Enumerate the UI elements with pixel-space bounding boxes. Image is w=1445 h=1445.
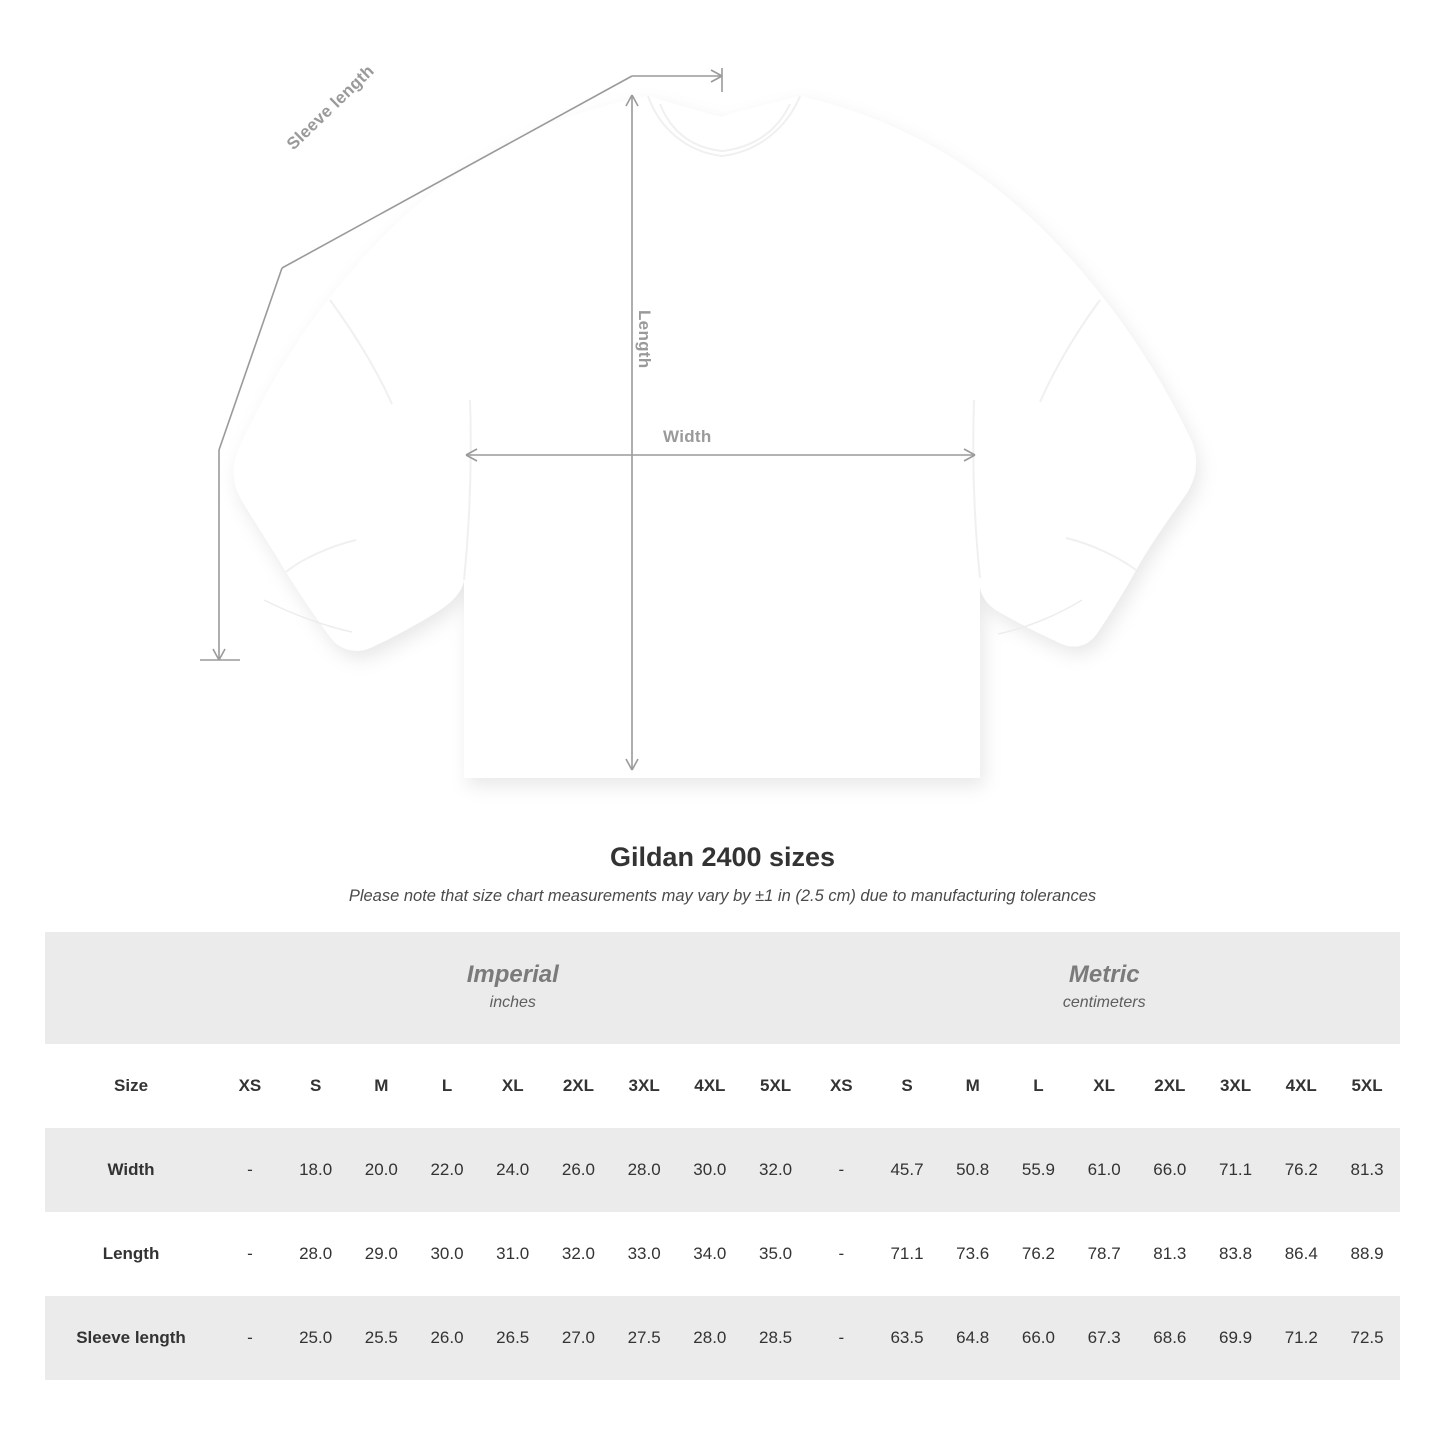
cell-length-14: 81.3 [1137,1212,1203,1296]
cell-width-7: 30.0 [677,1128,743,1212]
col-header-m-imperial: M [348,1044,414,1128]
cell-sleeve-0: - [217,1296,283,1380]
cell-sleeve-11: 64.8 [940,1296,1006,1380]
cell-width-3: 22.0 [414,1128,480,1212]
tolerance-note: Please note that size chart measurements may vary by ±1 in (2.5 cm) due to manufacturing tolerances [348,887,1097,905]
title-block [0,842,1445,906]
col-header-3xl-metric: 3XL [1203,1044,1269,1128]
col-header-4xl-metric: 4XL [1268,1044,1334,1128]
length-dimension-label: Length [635,310,654,369]
cell-sleeve-10: 63.5 [874,1296,940,1380]
cell-width-16: 76.2 [1268,1128,1334,1212]
page-title: Gildan 2400 sizes [609,842,836,872]
cell-sleeve-6: 27.5 [611,1296,677,1380]
unit-metric-sub: centimeters [1062,994,1146,1012]
col-header-s-metric: S [874,1044,940,1128]
cell-length-16: 86.4 [1268,1212,1334,1296]
size-header-row [45,1044,1400,1128]
cell-sleeve-17: 72.5 [1334,1296,1400,1380]
cell-width-10: 45.7 [874,1128,940,1212]
cell-width-11: 50.8 [940,1128,1006,1212]
table-row [45,1128,1400,1212]
cell-length-5: 32.0 [546,1212,612,1296]
col-header-5xl-metric: 5XL [1334,1044,1400,1128]
cell-sleeve-1: 25.0 [283,1296,349,1380]
unit-header-row [45,932,1400,1044]
cell-sleeve-13: 67.3 [1071,1296,1137,1380]
cell-sleeve-2: 25.5 [348,1296,414,1380]
size-header-cell: Size [45,1044,217,1128]
size-table-wrapper [45,932,1400,1380]
cell-length-9: - [808,1212,874,1296]
col-header-xl-imperial: XL [480,1044,546,1128]
cell-length-10: 71.1 [874,1212,940,1296]
col-header-m-metric: M [940,1044,1006,1128]
cell-sleeve-9: - [808,1296,874,1380]
cell-length-11: 73.6 [940,1212,1006,1296]
cell-length-8: 35.0 [743,1212,809,1296]
col-header-xs-imperial: XS [217,1044,283,1128]
cell-width-13: 61.0 [1071,1128,1137,1212]
cell-width-1: 18.0 [283,1128,349,1212]
col-header-2xl-metric: 2XL [1137,1044,1203,1128]
cell-length-6: 33.0 [611,1212,677,1296]
cell-length-17: 88.9 [1334,1212,1400,1296]
col-header-3xl-imperial: 3XL [611,1044,677,1128]
cell-length-7: 34.0 [677,1212,743,1296]
cell-width-9: - [808,1128,874,1212]
cell-width-6: 28.0 [611,1128,677,1212]
row-label-width: Width [45,1128,217,1212]
cell-width-8: 32.0 [743,1128,809,1212]
cell-width-2: 20.0 [348,1128,414,1212]
col-header-s-imperial: S [283,1044,349,1128]
cell-width-12: 55.9 [1006,1128,1072,1212]
width-dimension-label: Width [663,427,712,446]
cell-sleeve-16: 71.2 [1268,1296,1334,1380]
cell-length-13: 78.7 [1071,1212,1137,1296]
cell-width-0: - [217,1128,283,1212]
row-label-length: Length [45,1212,217,1296]
cell-sleeve-15: 69.9 [1203,1296,1269,1380]
cell-width-5: 26.0 [546,1128,612,1212]
table-row [45,1296,1400,1380]
cell-length-15: 83.8 [1203,1212,1269,1296]
cell-width-17: 81.3 [1334,1128,1400,1212]
unit-header-metric [808,932,1400,1044]
col-header-xs-metric: XS [808,1044,874,1128]
cell-length-1: 28.0 [283,1212,349,1296]
cell-length-3: 30.0 [414,1212,480,1296]
sleeve-length-dimension-label: Sleeve length [283,61,378,154]
unit-imperial-sub: inches [489,994,536,1012]
unit-header-spacer [45,932,217,1044]
table-row [45,1212,1400,1296]
cell-length-12: 76.2 [1006,1212,1072,1296]
col-header-xl-metric: XL [1071,1044,1137,1128]
size-table [45,932,1400,1380]
cell-length-0: - [217,1212,283,1296]
cell-sleeve-8: 28.5 [743,1296,809,1380]
cell-sleeve-4: 26.5 [480,1296,546,1380]
unit-imperial-name: Imperial [466,961,559,989]
cell-sleeve-7: 28.0 [677,1296,743,1380]
cell-sleeve-12: 66.0 [1006,1296,1072,1380]
col-header-l-imperial: L [414,1044,480,1128]
row-label-sleeve-length: Sleeve length [45,1296,217,1380]
col-header-l-metric: L [1006,1044,1072,1128]
cell-length-4: 31.0 [480,1212,546,1296]
cell-sleeve-14: 68.6 [1137,1296,1203,1380]
unit-header-imperial [217,932,808,1044]
unit-metric-name: Metric [1068,961,1140,989]
cell-length-2: 29.0 [348,1212,414,1296]
col-header-4xl-imperial: 4XL [677,1044,743,1128]
cell-width-15: 71.1 [1203,1128,1269,1212]
col-header-5xl-imperial: 5XL [743,1044,809,1128]
cell-width-4: 24.0 [480,1128,546,1212]
cell-sleeve-3: 26.0 [414,1296,480,1380]
col-header-2xl-imperial: 2XL [546,1044,612,1128]
cell-sleeve-5: 27.0 [546,1296,612,1380]
cell-width-14: 66.0 [1137,1128,1203,1212]
